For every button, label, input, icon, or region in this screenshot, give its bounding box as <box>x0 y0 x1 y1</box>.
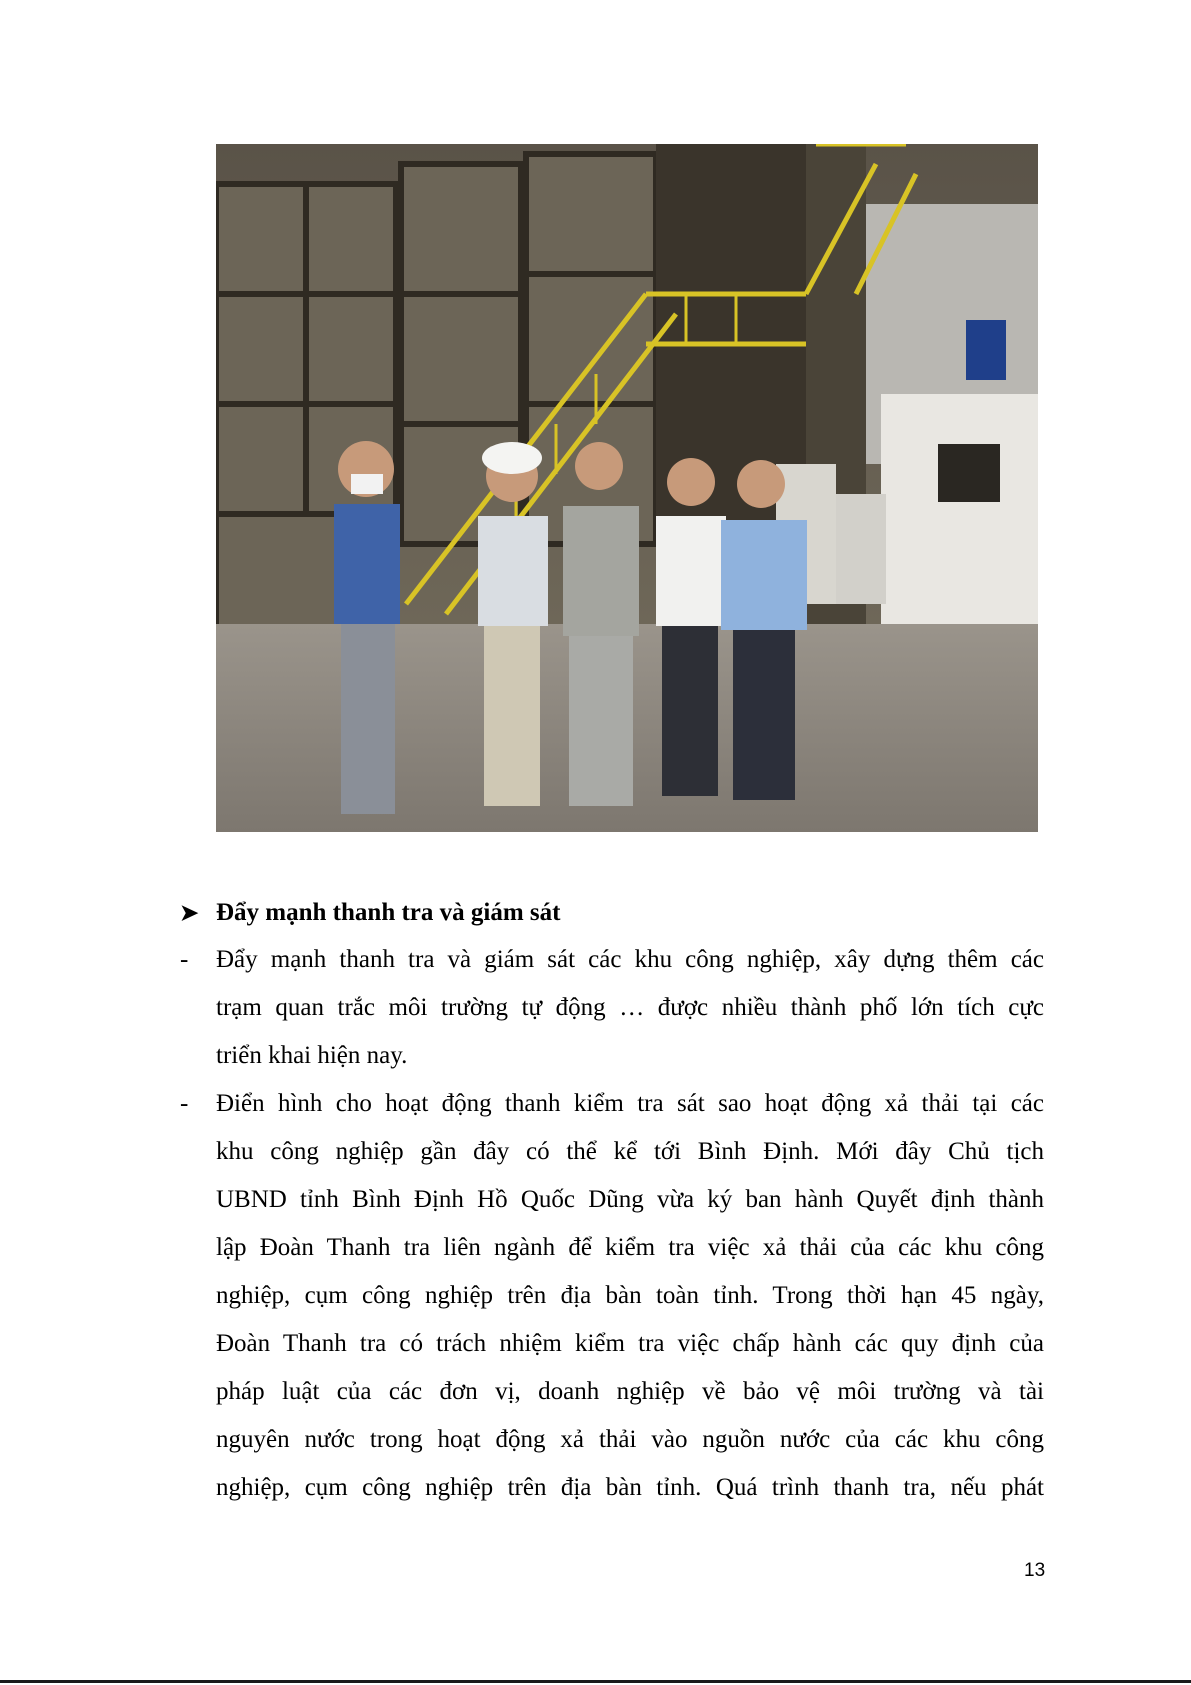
paragraph-text <box>216 1080 1044 1512</box>
text-line: UBND tỉnh Bình Định Hồ Quốc Dũng vừa ký ban hành Quyết định thành <box>216 1186 1044 1213</box>
page-number: 13 <box>1024 1560 1046 1581</box>
paragraph-text <box>216 936 1044 1080</box>
dash-marker: - <box>180 1090 189 1117</box>
text-line: lập Đoàn Thanh tra liên ngành để kiểm tra việc xả thải của các khu công <box>216 1234 1044 1261</box>
section-heading-text: Đẩy mạnh thanh tra và giám sát <box>216 899 561 926</box>
text-line: nghiệp, cụm công nghiệp trên địa bàn tỉnh. Quá trình thanh tra, nếu phát <box>216 1474 1044 1501</box>
text-line: pháp luật của các đơn vị, doanh nghiệp về bảo vệ môi trường và tài <box>216 1378 1044 1405</box>
text-line: trạm quan trắc môi trường tự động … được nhiều thành phố lớn tích cực <box>216 994 1044 1021</box>
bottom-divider <box>0 1680 1191 1683</box>
text-line: triển khai hiện nay. <box>216 1042 408 1069</box>
text-line: Đẩy mạnh thanh tra và giám sát các khu công nghiệp, xây dựng thêm các <box>216 946 1044 973</box>
factory-scene-image <box>216 144 1038 832</box>
text-line: khu công nghiệp gần đây có thể kể tới Bình Định. Mới đây Chủ tịch <box>216 1138 1044 1165</box>
arrow-bullet-icon: ➤ <box>180 900 199 925</box>
text-line: nghiệp, cụm công nghiệp trên địa bàn toàn tỉnh. Trong thời hạn 45 ngày, <box>216 1282 1044 1309</box>
text-line: Điển hình cho hoạt động thanh kiểm tra sát sao hoạt động xả thải tại các <box>216 1090 1044 1117</box>
text-line: nguyên nước trong hoạt động xả thải vào nguồn nước của các khu công <box>216 1426 1044 1453</box>
section-heading <box>180 896 560 930</box>
dash-marker: - <box>180 946 189 973</box>
text-line: Đoàn Thanh tra có trách nhiệm kiểm tra việc chấp hành các quy định của <box>216 1330 1044 1357</box>
inspection-photo <box>216 144 1038 832</box>
